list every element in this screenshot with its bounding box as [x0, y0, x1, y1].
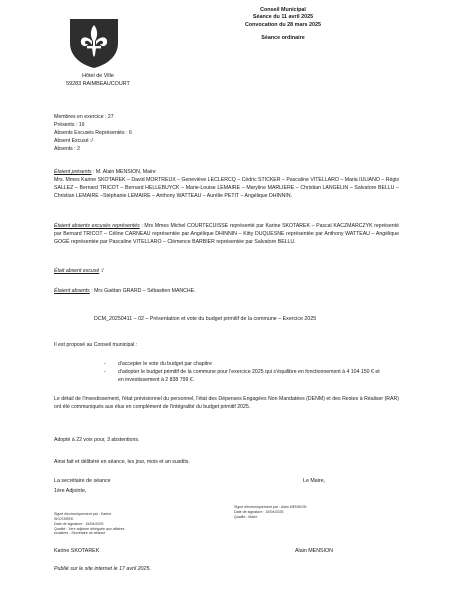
- absents-text: : Mrs Gaëtan GRARD – Sébastien MANCHE.: [89, 288, 196, 294]
- signature-line: Qualité : Maire: [234, 514, 258, 519]
- list-item: [104, 368, 384, 384]
- stat-line: Membres en exercice : 27: [54, 114, 114, 120]
- excused-represented-section: [54, 222, 399, 246]
- mayor-name: Alain MENSION: [295, 548, 333, 554]
- city-address: [56, 73, 140, 88]
- secretary-e-signature: [54, 512, 124, 536]
- attendance-stats: [54, 113, 132, 153]
- proposal-intro: Il est proposé au Conseil municipal :: [54, 342, 138, 348]
- excused-represented-text: : Mrs Mmes Michel COURTECUISSE représenté par Karine SKOTAREK – Pascal KACZMARCZYK représenté par Bernard TRICOT – Céline CARNEAU représentée par Angélique DHINNIN – Kitty DUQUESNE représentée par Anthony WATTEAU – Angélique GOGÉ représentée par Pascaline VITELLARO – Clémence BARBIER représentée par Salvatore BELLU.: [54, 223, 399, 246]
- publication-note: Publié sur le site internet le 17 avril 2025.: [54, 566, 151, 572]
- signature-line: Signé électroniquement par : Alain MENSION: [234, 505, 307, 509]
- absent-excused-label: Était absent excusé: [54, 268, 100, 274]
- proposal-list: [104, 360, 384, 384]
- mayor-title: Le Maire,: [303, 478, 326, 484]
- absents-section: [54, 287, 399, 295]
- signature-line: scolaires - Secrétaire de séance: [54, 531, 106, 536]
- session-date: Séance du 11 avril 2025: [252, 14, 314, 21]
- excused-represented-label: Étaient absents excusés représentés: [54, 223, 140, 229]
- stat-line: Absent Excusé :/: [54, 138, 93, 145]
- coat-of-arms-logo: [68, 17, 120, 69]
- city-hall-label: Hôtel de Ville: [82, 73, 114, 79]
- signature-line: Date de signature : 15/04/2025: [54, 521, 104, 526]
- secretary-title: La secrétaire de séance: [54, 478, 111, 484]
- session-type: Séance ordinaire: [261, 34, 305, 41]
- absent-excused-section: [54, 267, 399, 275]
- secretary-role: 1ère Adjointe,: [54, 488, 87, 494]
- presents-section: [54, 168, 399, 200]
- mayor-e-signature: [234, 505, 307, 520]
- bullet-text: d'adopter le budget primitif de la commune pour l'exercice 2025 qui s'équilibre en fonctionnement à 4 104 150 € et en investissement à 2 838 799 €.: [118, 369, 380, 384]
- list-item: [104, 360, 384, 368]
- bullet-text: d'accepter le vote du budget par chapitre: [118, 361, 212, 367]
- signature-line: Qualité : 1ère adjointe déléguée aux affaires: [54, 526, 125, 531]
- stat-line: Présents : 19: [54, 122, 85, 129]
- absent-excused-text: :/: [99, 268, 104, 274]
- absents-label: Étaient absents: [54, 288, 90, 294]
- signature-line: Date de signature : 15/04/2025: [234, 509, 284, 514]
- bullet-dash: -: [104, 361, 106, 367]
- presents-list: Mrs. Mmes Karine SKOTAREK – David MORTREUX – Geneviève LECLERCQ – Cédric STICKER – Pascaline VITELLARO – Maria IULIANO – Régis SALLEZ – Bernard TRICOT – Bernard HELLEBUYCK – Marie-Louise LEMAIRE – Maryline MARLIERE – Christian LANGELIN – Salvatore BELLU – Christian LEMAIRE –Stéphanie LEMAIRE – Anthony WATTEAU – Aurélie PETIT – Angélique DHINNIN.: [54, 177, 399, 200]
- signature-line: SKOTAREK: [54, 516, 74, 521]
- secretary-name: Karine SKOTAREK: [54, 548, 100, 554]
- presents-text: : M. Alain MENSION, Maire: [91, 169, 156, 175]
- council-title: Conseil Municipal: [260, 7, 306, 13]
- bullet-dash: -: [104, 369, 106, 376]
- vote-result: Adopté à 22 voix pour, 3 abstentions.: [54, 437, 140, 443]
- presents-label: Étaient présents: [54, 169, 92, 175]
- stat-line: Absents : 2: [54, 146, 80, 153]
- detail-paragraph: Le détail de l'investissement, l'état prévisionnel du personnel, l'état des Dépenses Engagées Non Mandatées (DENM) et des Restes à Réaliser (RAR) ont été communiqués aux élus en complément de l'intégralité du budget primitif 2025.: [54, 396, 399, 411]
- convocation-date: Convocation du 28 mars 2025: [244, 21, 322, 28]
- closing-statement: Ainsi fait et délibéré en séance, les jour, mois et an susdits.: [54, 459, 190, 465]
- stat-line: Absents Excusés Représentés : 6: [54, 130, 132, 137]
- signature-line: Signé électroniquement par : Karine: [54, 512, 112, 516]
- city-postcode: 59283 RAIMBEAUCOURT: [66, 80, 130, 87]
- deliberation-title: DCM_20250411 – 02 – Présentation et vote du budget primitif de la commune – Exercice 2025: [94, 316, 317, 322]
- session-header: [228, 7, 338, 42]
